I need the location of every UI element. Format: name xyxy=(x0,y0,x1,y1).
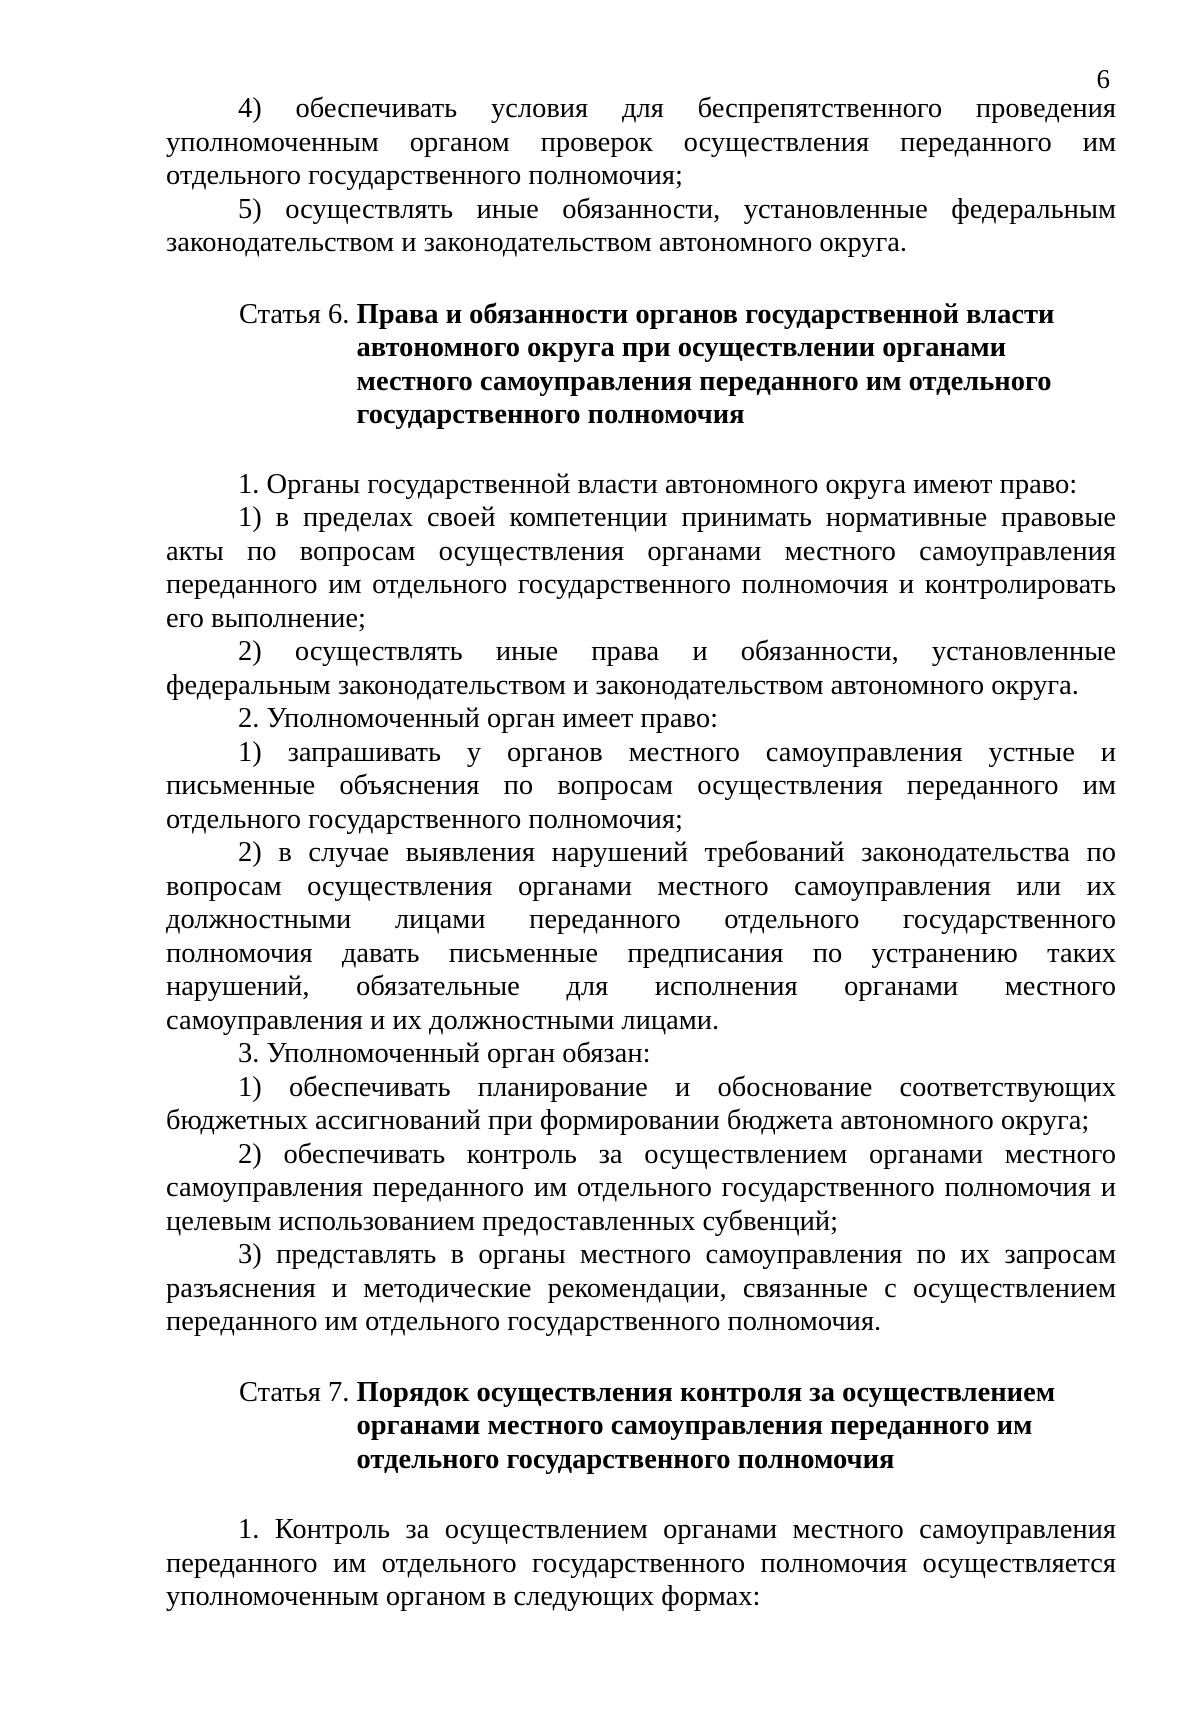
article-title: Права и обязанности органов государственной власти автономного округа при осуществлении органами местного самоуправления переданного им отдельного государственного полномочия xyxy=(356,298,1055,430)
article-title: Порядок осуществления контроля за осуществлением органами местного самоуправления переданного им отдельного государственного полномочия xyxy=(356,1376,1056,1475)
paragraph: 2. Уполномоченный орган имеет право: xyxy=(238,703,719,734)
article-heading xyxy=(166,298,1116,432)
paragraph: 1) запрашивать у органов местного самоуправления устные и письменные объяснения по вопросам осуществления переданного им отдельного государственного полномочия; xyxy=(166,736,1116,835)
paragraph: 1) обеспечивать планирование и обоснование соответствующих бюджетных ассигнований при формировании бюджета автономного округа; xyxy=(166,1071,1116,1136)
paragraph: 2) обеспечивать контроль за осуществлением органами местного самоуправления переданного им отдельного государственного полномочия и целевым использованием предоставленных субвенций; xyxy=(166,1138,1116,1237)
paragraph: 1. Органы государственной власти автономного округа имеют право: xyxy=(238,468,1078,500)
paragraph: 4) обеспечивать условия для беспрепятственного проведения уполномоченным органом проверок осуществления переданного им отдельного государственного полномочия; xyxy=(166,93,1116,191)
paragraph: 3. Уполномоченный орган обязан: xyxy=(238,1038,651,1069)
paragraph: 2) в случае выявления нарушений требований законодательства по вопросам осуществления органами местного самоуправления или их должностными лицами переданного отдельного государственного полномочия давать письменные предписания по устранению таких нарушений, обязательные для исполнения органами местного самоуправления и их должностными лицами. xyxy=(166,837,1116,1036)
paragraph: 3) представлять в органы местного самоуправления по их запросам разъяснения и методические рекомендации, связанные с осуществлением переданного им отдельного государственного полномочия. xyxy=(166,1239,1116,1337)
article-label: Статья 6. xyxy=(239,298,350,330)
page-number: 6 xyxy=(1096,64,1110,94)
paragraph: 1. Контроль за осуществлением органами местного самоуправления переданного им отдельного государственного полномочия осуществляется уполномоченным органом в следующих формах: xyxy=(166,1514,1116,1612)
article-label: Статья 7. xyxy=(239,1376,350,1408)
paragraph: 1) в пределах своей компетенции принимать нормативные правовые акты по вопросам осуществления органами местного самоуправления переданного им отдельного государственного полномочия и контролировать его выполнение; xyxy=(166,502,1116,634)
paragraph: 5) осуществлять иные обязанности, установленные федеральным законодательством и законодательством автономного округа. xyxy=(166,193,1116,258)
paragraph: 2) осуществлять иные права и обязанности, установленные федеральным законодательством и законодательством автономного округа. xyxy=(166,636,1116,701)
document-body xyxy=(166,92,1116,1614)
article-heading xyxy=(166,1376,1116,1477)
